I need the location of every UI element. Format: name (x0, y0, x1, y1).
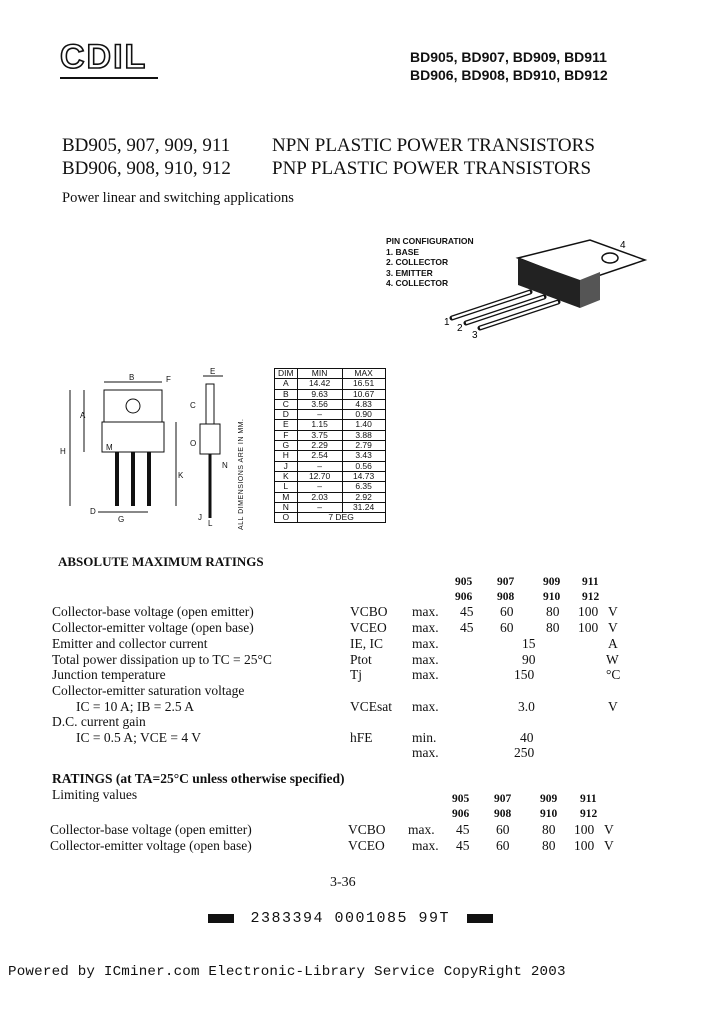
min-cell: – (297, 410, 342, 420)
abs-max-row (0, 636, 720, 652)
min-cell: 2.54 (297, 451, 342, 461)
dimensions-row (275, 379, 386, 389)
barcode-line (208, 910, 493, 927)
value: 60 (500, 620, 514, 635)
value: 90 (522, 652, 536, 667)
dim-cell: J (275, 461, 298, 471)
abs-max-row (0, 667, 720, 683)
title-npn-type: NPN PLASTIC POWER TRANSISTORS (272, 135, 595, 156)
dim-cell: M (275, 492, 298, 502)
param: Collector-base voltage (open emitter) (52, 604, 254, 619)
pin-label-3: 3 (472, 330, 478, 341)
header-parts-line-2: BD906, BD908, BD910, BD912 (410, 67, 608, 83)
min-cell: 9.63 (297, 389, 342, 399)
type-907: 907 (497, 576, 515, 588)
param: Collector-emitter voltage (open base) (52, 620, 254, 635)
gain-min-label: min. (412, 730, 437, 745)
dim-label-m: M (106, 443, 113, 452)
type-905: 905 (455, 576, 473, 588)
value: 80 (546, 620, 560, 635)
dimensions-row (275, 513, 386, 523)
ratings-row (0, 838, 720, 854)
abs-max-types-row-1 (0, 576, 720, 592)
sat-row (0, 699, 720, 715)
dim-header: DIM (275, 369, 298, 379)
dim-cell: C (275, 399, 298, 409)
dimensions-row (275, 389, 386, 399)
title-pnp (62, 158, 592, 180)
max-cell: 6.35 (342, 482, 385, 492)
dim-label-d: D (90, 507, 96, 516)
dimensions-row (275, 492, 386, 502)
dim-label-f: F (166, 375, 171, 384)
unit: A (608, 636, 618, 651)
title-npn-parts: BD905, 907, 909, 911 (62, 135, 231, 156)
type-906: 906 (455, 591, 473, 603)
type-910: 910 (543, 591, 561, 603)
pin-4: 4. COLLECTOR (386, 278, 449, 288)
gain-max-label: max. (412, 745, 439, 760)
subtitle: Power linear and switching applications (62, 190, 294, 206)
abs-max-row (0, 652, 720, 668)
qualifier: max. (408, 822, 435, 837)
unit: V (604, 822, 614, 837)
qualifier: max. (412, 620, 439, 635)
dimensions-row (275, 441, 386, 451)
value: 45 (456, 838, 470, 853)
min-cell: – (297, 502, 342, 512)
qualifier: max. (412, 636, 439, 651)
max-cell: 2.92 (342, 492, 385, 502)
type-911: 911 (582, 576, 599, 588)
dim-value-cell: 7 DEG (297, 513, 385, 523)
min-cell: 3.56 (297, 399, 342, 409)
value: 60 (496, 822, 510, 837)
param: Total power dissipation up to TC = 25°C (52, 652, 272, 667)
value: 150 (514, 667, 535, 682)
max-cell: 3.43 (342, 451, 385, 461)
min-cell: 1.15 (297, 420, 342, 430)
value: 100 (574, 822, 595, 837)
max-cell: 3.88 (342, 430, 385, 440)
qualifier: max. (412, 604, 439, 619)
type-912: 912 (580, 808, 598, 820)
abs-max-row (0, 604, 720, 620)
value: 45 (460, 604, 474, 619)
dim-label-l: L (208, 519, 213, 528)
gain-min: 40 (520, 730, 534, 745)
value: 100 (578, 604, 599, 619)
header-part-numbers (410, 48, 608, 84)
type-909: 909 (540, 793, 558, 805)
pin-1: 1. BASE (386, 246, 420, 257)
title-pnp-parts: BD906, 908, 910, 912 (62, 158, 231, 179)
sat-title-row (0, 683, 720, 699)
pin-label-4: 4 (620, 240, 626, 251)
dimensions-row (275, 451, 386, 461)
max-header: MAX (342, 369, 385, 379)
pin-label-1: 1 (444, 317, 450, 328)
max-cell: 4.83 (342, 399, 385, 409)
param: Emitter and collector current (52, 636, 208, 651)
min-cell: 2.03 (297, 492, 342, 502)
type-907: 907 (494, 793, 512, 805)
dim-cell: K (275, 471, 298, 481)
dim-cell: E (275, 420, 298, 430)
dimensions-row (275, 410, 386, 420)
param: Collector-base voltage (open emitter) (50, 822, 252, 837)
title-pnp-type: PNP PLASTIC POWER TRANSISTORS (272, 158, 592, 179)
min-header: MIN (297, 369, 342, 379)
sat-unit: V (608, 699, 618, 714)
dim-cell: L (275, 482, 298, 492)
min-cell: 14.42 (297, 379, 342, 389)
value: 100 (578, 620, 599, 635)
dim-cell: D (275, 410, 298, 420)
dimensions-note: ALL DIMENSIONS ARE IN MM. (238, 418, 245, 530)
dimensions-row (275, 420, 386, 430)
ratings-row (0, 822, 720, 838)
dim-label-b: B (129, 373, 135, 382)
qualifier: max. (412, 667, 439, 682)
unit: V (604, 838, 614, 853)
title-npn (62, 135, 595, 157)
package-illustration (430, 230, 660, 345)
gain-title: D.C. current gain (52, 714, 146, 729)
max-cell: 14.73 (342, 471, 385, 481)
symbol: VCEO (350, 620, 387, 635)
symbol: IE, IC (350, 636, 383, 651)
type-908: 908 (497, 591, 515, 603)
package-mounting-hole (602, 253, 618, 263)
type-906: 906 (452, 808, 470, 820)
gain-row (0, 730, 720, 746)
front-view-hole (126, 399, 140, 413)
dim-label-c: C (190, 401, 196, 410)
dim-cell: N (275, 502, 298, 512)
value: 45 (460, 620, 474, 635)
dimensions-row (275, 430, 386, 440)
sat-value: 3.0 (518, 699, 535, 714)
gain-symbol: hFE (350, 730, 373, 745)
footer-credit: Powered by ICminer.com Electronic-Library Service CopyRight 2003 (8, 964, 566, 980)
min-cell: 3.75 (297, 430, 342, 440)
sat-qualifier: max. (412, 699, 439, 714)
front-view-tab (104, 390, 162, 422)
symbol: VCBO (350, 604, 388, 619)
gain-max-row (0, 745, 720, 761)
dimensions-table (274, 368, 386, 523)
dimensions-row (275, 461, 386, 471)
limiting-values: Limiting values (52, 787, 138, 802)
barcode-text: 2383394 0001085 99T (250, 910, 451, 927)
dim-label-e: E (210, 368, 216, 376)
type-909: 909 (543, 576, 561, 588)
max-cell: 1.40 (342, 420, 385, 430)
barcode-block-right (467, 914, 493, 923)
qualifier: max. (412, 838, 439, 853)
mechanical-drawing (58, 368, 238, 528)
param: Collector-emitter voltage (open base) (50, 838, 252, 853)
max-cell: 0.56 (342, 461, 385, 471)
gain-condition: IC = 0.5 A; VCE = 4 V (76, 730, 201, 745)
dim-cell: G (275, 441, 298, 451)
dim-label-h: H (60, 447, 66, 456)
side-view-body (200, 424, 220, 454)
unit: °C (606, 667, 621, 682)
dim-label-g: G (118, 515, 125, 524)
abs-max-title: ABSOLUTE MAXIMUM RATINGS (58, 554, 264, 569)
dimensions-row (275, 399, 386, 409)
type-908: 908 (494, 808, 512, 820)
company-logo: CDIL (60, 38, 148, 76)
dim-cell: F (275, 430, 298, 440)
type-912: 912 (582, 591, 600, 603)
max-cell: 2.79 (342, 441, 385, 451)
value: 60 (496, 838, 510, 853)
ratings-title: RATINGS (at TA=25°C unless otherwise specified) (52, 771, 345, 786)
dim-cell: H (275, 451, 298, 461)
pin-2: 2. COLLECTOR (386, 257, 449, 267)
param: Junction temperature (52, 667, 166, 682)
barcode-block-left (208, 914, 234, 923)
value: 100 (574, 838, 595, 853)
ratings-types-row-1 (0, 793, 720, 809)
value: 45 (456, 822, 470, 837)
dim-label-n: N (222, 461, 228, 470)
max-cell: 31.24 (342, 502, 385, 512)
dimensions-row (275, 471, 386, 481)
page-number: 3-36 (330, 875, 356, 890)
dim-cell: B (275, 389, 298, 399)
unit: V (608, 604, 618, 619)
min-cell: – (297, 482, 342, 492)
pin-label-2: 2 (457, 323, 463, 334)
pin-configuration-title: PIN CONFIGURATION (386, 236, 474, 246)
unit: W (606, 652, 619, 667)
gain-max: 250 (514, 745, 535, 760)
value: 60 (500, 604, 514, 619)
max-cell: 10.67 (342, 389, 385, 399)
value: 80 (542, 822, 556, 837)
dim-cell: O (275, 513, 298, 523)
dimensions-header-row (275, 369, 386, 379)
symbol: Ptot (350, 652, 372, 667)
value: 80 (542, 838, 556, 853)
symbol: VCEO (348, 838, 385, 853)
sat-symbol: VCEsat (350, 699, 392, 714)
max-cell: 0.90 (342, 410, 385, 420)
side-view-tab (206, 384, 214, 424)
pin-3: 3. EMITTER (386, 267, 433, 278)
header-parts-line-1: BD905, BD907, BD909, BD911 (410, 49, 607, 65)
dim-label-j: J (198, 513, 202, 522)
dim-label-o: O (190, 439, 197, 448)
logo-underline (60, 77, 158, 79)
type-911: 911 (580, 793, 597, 805)
min-cell: 12.70 (297, 471, 342, 481)
sat-condition: IC = 10 A; IB = 2.5 A (76, 699, 194, 714)
sat-title: Collector-emitter saturation voltage (52, 683, 245, 698)
dim-label-k: K (178, 471, 184, 480)
dimensions-row (275, 482, 386, 492)
min-cell: 2.29 (297, 441, 342, 451)
abs-max-row (0, 620, 720, 636)
dimensions-row (275, 502, 386, 512)
type-905: 905 (452, 793, 470, 805)
dim-cell: A (275, 379, 298, 389)
qualifier: max. (412, 652, 439, 667)
max-cell: 16.51 (342, 379, 385, 389)
unit: V (608, 620, 618, 635)
value: 80 (546, 604, 560, 619)
min-cell: – (297, 461, 342, 471)
dim-label-a: A (80, 411, 86, 420)
value: 15 (522, 636, 536, 651)
type-910: 910 (540, 808, 558, 820)
symbol: Tj (350, 667, 362, 682)
gain-title-row (0, 714, 720, 730)
symbol: VCBO (348, 822, 386, 837)
